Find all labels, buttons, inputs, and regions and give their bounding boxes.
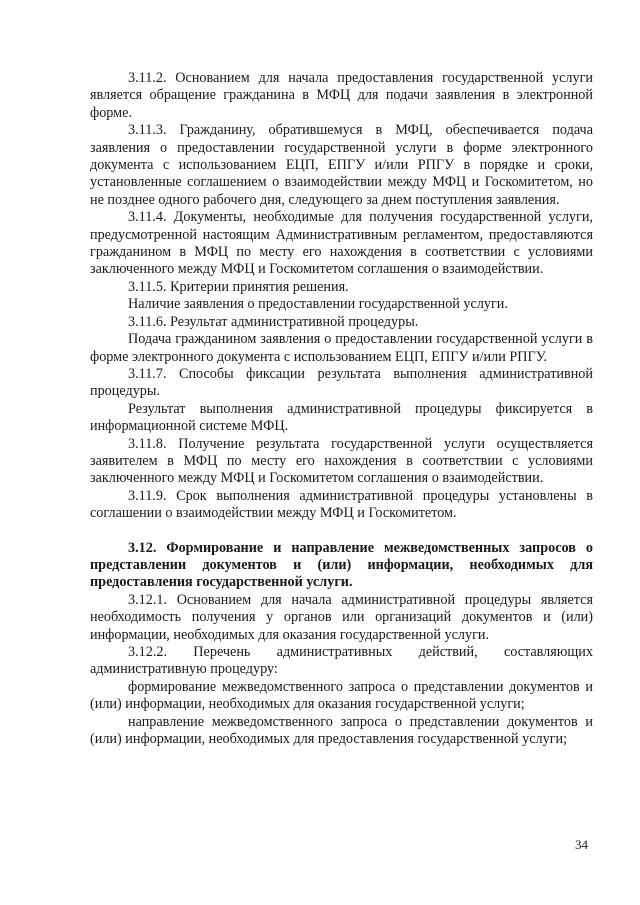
section-heading-3-12: 3.12. Формирование и направление межведомственных запросов о представлении документов и (или) информации, необходимых для предоставления государственной услуги. [90,539,593,591]
document-page [90,70,593,748]
paragraph-3-11-2: 3.11.2. Основанием для начала предоставления государственной услуги является обращение гражданина в МФЦ для подачи заявления в электронной форме. [90,70,593,121]
paragraph-3-11-8: 3.11.8. Получение результата государственной услуги осуществляется заявителем в МФЦ по месту его нахождения в соответствии с условиями заключенного между МФЦ и Госкомитетом соглашения о взаимодействии. [90,435,593,487]
paragraph-fixation: Результат выполнения административной процедуры фиксируется в информационной системе МФЦ. [90,400,593,435]
paragraph-3-11-9: 3.11.9. Срок выполнения административной процедуры установлены в соглашении о взаимодействии между МФЦ и Госкомитетом. [90,487,593,522]
paragraph-result: Подача гражданином заявления о предоставлении государственной услуги в форме электронного документа с использованием ЕЦП, ЕПГУ и/или РПГУ. [90,331,593,365]
paragraph-3-11-3: 3.11.3. Гражданину, обратившемуся в МФЦ, обеспечивается подача заявления о предоставлении государственной услуги в форме электронного документа с использованием ЕЦП, ЕПГУ и/или РПГУ в порядке и сроки, установленные соглашением о взаимодействии между МФЦ и Госкомитетом, но не позднее одного рабочего дня, следующего за днем поступления заявления. [90,122,593,208]
paragraph-3-11-7: 3.11.7. Способы фиксации результата выполнения административной процедуры. [90,365,593,400]
paragraph-3-11-5: 3.11.5. Критерии принятия решения. [128,278,349,295]
paragraph-3-12-1: 3.12.1. Основанием для начала административной процедуры является необходимость получения у органов или организаций документов и (или) информации, необходимых для оказания государственной услуги. [90,591,593,643]
paragraph-criteria: Наличие заявления о предоставлении государственной услуги. [128,296,508,313]
list-item-forming-request: формирование межведомственного запроса о представлении документов и (или) информации, необходимых для оказания государственной услуги; [90,678,593,713]
section-spacer [90,523,593,540]
paragraph-3-11-4: 3.11.4. Документы, необходимые для получения государственной услуги, предусмотренной настоящим Административным регламентом, предоставляются гражданином в МФЦ по месту его нахождения в соответствии с условиями заключенного между МФЦ и Госкомитетом соглашения о взаимодействии. [90,209,593,278]
list-item-sending-request: направление межведомственного запроса о представлении документов и (или) информации, необходимых для предоставления государственной услуги; [90,713,593,748]
page-number: 34 [575,837,588,852]
paragraph-3-11-6: 3.11.6. Результат административной процедуры. [128,313,419,330]
paragraph-3-12-2: 3.12.2. Перечень административных действий, составляющих административную процедуру: [90,644,593,678]
